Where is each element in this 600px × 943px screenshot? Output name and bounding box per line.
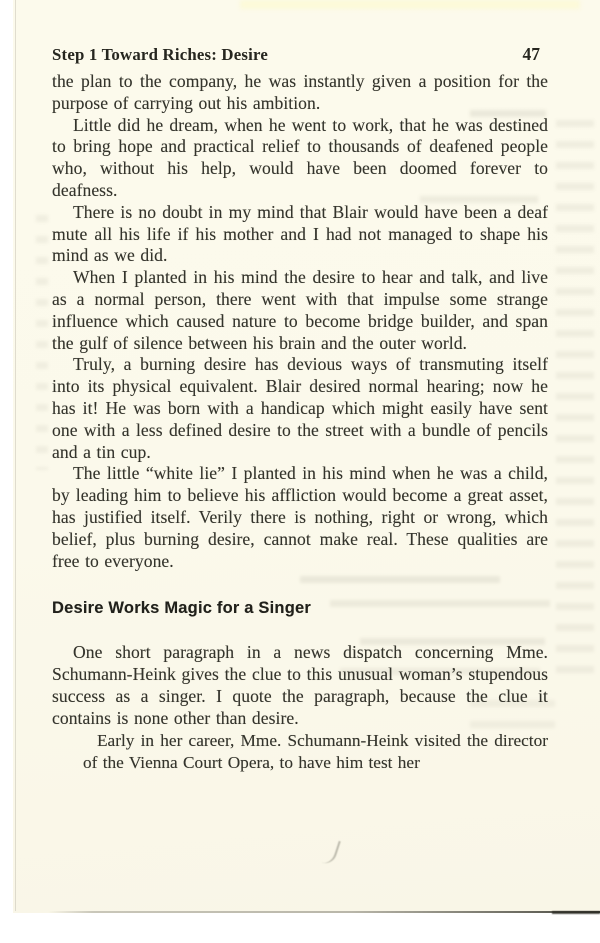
page-bottom-edge-line <box>48 911 600 913</box>
section-heading: Desire Works Magic for a Singer <box>52 599 311 618</box>
scan-top-tint-artifact <box>240 0 580 9</box>
text-block <box>52 71 548 775</box>
paragraph: Little did he dream, when he went to work, that he was destined to bring hope and practical relief to thousands of deafened people who, without his help, would have been doomed forever to deafness. <box>52 114 548 200</box>
page-header <box>52 44 548 65</box>
paragraph: The little “white lie” I planted in his mind when he was a child, by leading him to believe his affliction would become a great asset, has justified itself. Verily there is nothing, right or wrong, which belief, plus burning desire, cannot make real. These qualities are free to everyone. <box>52 463 548 571</box>
page-left-edge-line <box>15 0 16 911</box>
paragraph: Truly, a burning desire has devious ways of transmuting itself into its physical equivalent. Blair desired normal hearing; now he has it! He was born with a handicap which might easily have sent one with a less defined desire to the street with a bundle of pencils and a tin cup. <box>52 354 548 462</box>
page-content <box>52 44 548 775</box>
paragraph: There is no doubt in my mind that Blair would have been a deaf mute all his life if his mother and I had not managed to shape his mind as we did. <box>52 201 548 266</box>
paragraph: One short paragraph in a news dispatch concerning Mme. Schumann-Heink gives the clue to this unusual woman’s stupendous success as a singer. I quote the paragraph, because the clue it contains is none other than desire. <box>52 642 548 728</box>
page-number: 47 <box>522 44 540 64</box>
paragraph: When I planted in his mind the desire to hear and talk, and live as a normal person, there went with that impulse some strange influence which caused nature to become bridge builder, and span the gulf of silence between his brain and the outer world. <box>52 267 548 353</box>
block-quote: Early in her career, Mme. Schumann-Heink visited the director of the Vienna Court Opera, to have him test her <box>83 730 548 773</box>
chapter-title: Step 1 Toward Riches: Desire <box>52 45 268 64</box>
paragraph: the plan to the company, he was instantly given a position for the purpose of carrying out his ambition. <box>52 71 548 113</box>
page-bottom-edge-corner <box>552 911 600 914</box>
